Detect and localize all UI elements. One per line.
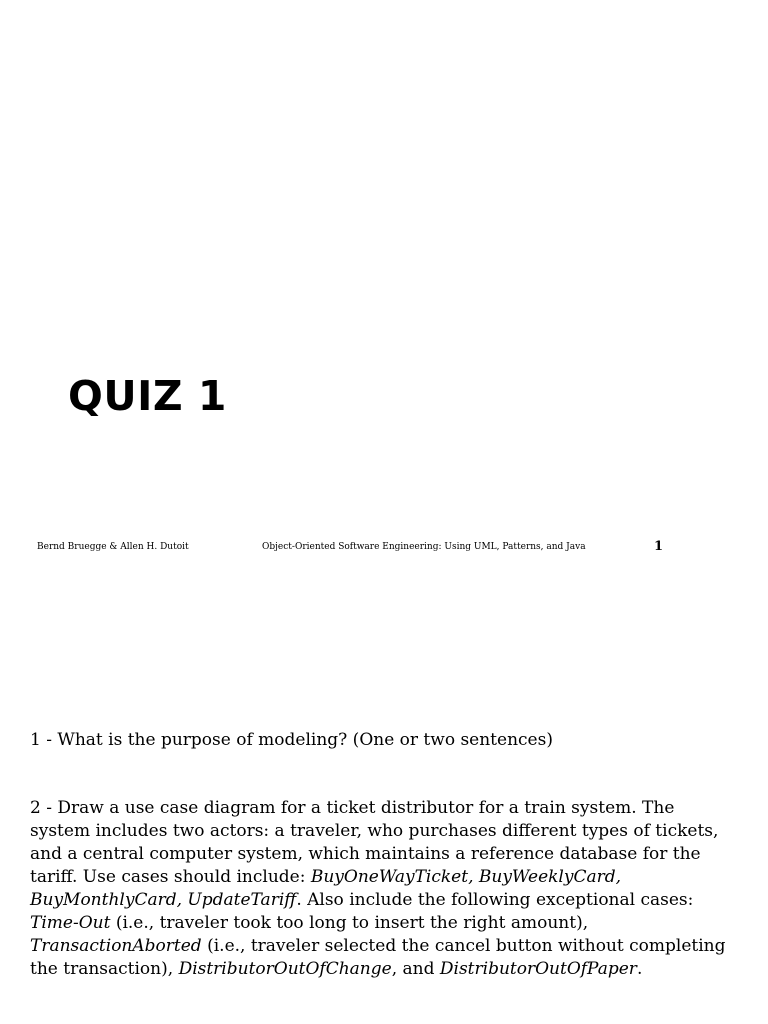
separator: , [176,890,188,910]
use-case-buy-one-way-ticket: BuyOneWayTicket [310,867,469,887]
question-2-intro: 2 - Draw a use case diagram for a ticket distributor for a train system. The system includes two actors: a traveler, who purchases different types of tickets, and a central computer system, which maintains a reference database for the tariff. Use cases should include: [30,798,719,887]
separator: , [468,867,479,887]
question-2-end: . [636,959,643,979]
separator: , and [391,959,440,979]
question-2 [30,797,736,981]
footer-page-number: 1 [654,539,664,554]
exception-distributor-out-of-change: DistributorOutOfChange [178,959,392,979]
exception-time-out: Time-Out [30,913,111,933]
separator: , [615,867,622,887]
exception-time-out-description: (i.e., traveler took too long to insert the right amount), [110,913,589,933]
use-case-buy-weekly-card: BuyWeeklyCard [478,867,616,887]
exception-distributor-out-of-paper: DistributorOutOfPaper [439,959,637,979]
question-1: 1 - What is the purpose of modeling? (One or two sentences) [30,730,553,750]
exception-transaction-aborted-description: (i.e., traveler selected the cancel button without completing the transaction), [30,936,726,979]
slide-title: QUIZ 1 [68,372,227,420]
footer-book-title: Object-Oriented Software Engineering: Using UML, Patterns, and Java [262,542,586,552]
use-case-update-tariff: UpdateTariff [187,890,297,910]
use-case-buy-monthly-card: BuyMonthlyCard [30,890,177,910]
footer-authors: Bernd Bruegge & Allen H. Dutoit [37,542,189,552]
exception-transaction-aborted: TransactionAborted [30,936,202,956]
question-2-mid: . Also include the following exceptional cases: [296,890,694,910]
